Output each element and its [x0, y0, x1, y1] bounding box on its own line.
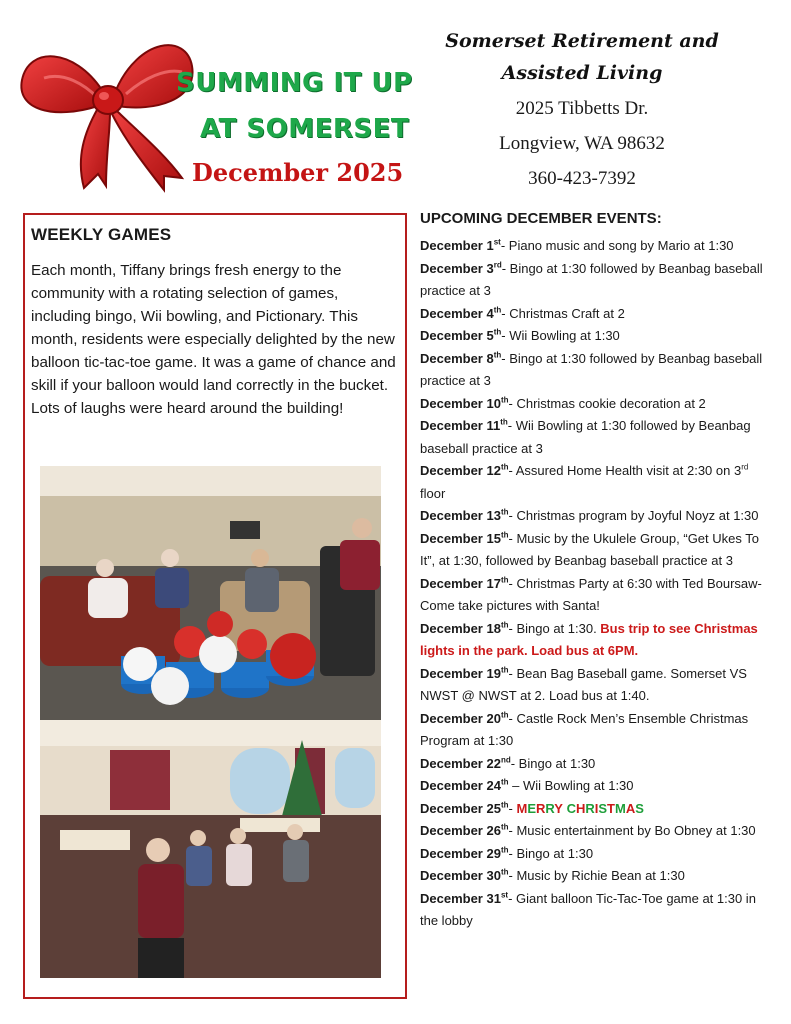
- event-date-suffix: th: [500, 867, 509, 877]
- phone-number: 360-423-7392: [528, 168, 636, 189]
- organization-header: [432, 30, 732, 203]
- event-item: [420, 775, 770, 798]
- event-date-suffix: th: [493, 350, 502, 360]
- event-date-suffix: th: [500, 575, 509, 585]
- event-highlight: Bus trip to see Christmas lights in the park. Load bus at 6PM.: [420, 620, 758, 658]
- event-description: - Christmas cookie decoration at 2: [508, 395, 706, 411]
- upcoming-events-section: [420, 210, 770, 933]
- event-date-suffix: st: [493, 237, 501, 247]
- event-description: - Piano music and song by Mario at 1:30: [500, 238, 734, 253]
- event-date-suffix: th: [500, 800, 509, 810]
- event-date-suffix: th: [500, 665, 509, 675]
- event-date: December 20th: [420, 710, 509, 726]
- event-date: December 11th: [420, 417, 508, 433]
- event-item: [420, 843, 770, 866]
- event-item: [420, 618, 770, 663]
- event-date: December 1st: [420, 237, 501, 253]
- city-state-zip: Longview, WA 98632: [499, 133, 665, 154]
- event-item: [420, 865, 770, 888]
- weekly-games-box: [23, 213, 407, 999]
- event-item: [420, 663, 770, 708]
- organization-name-line1: Somerset Retirement and: [445, 30, 719, 52]
- event-date-suffix: th: [500, 417, 508, 427]
- event-item: [420, 820, 770, 843]
- event-date-suffix: th: [500, 710, 509, 720]
- event-date-suffix: st: [500, 890, 509, 900]
- event-description: - Christmas Party at 6:30 with Ted Boursaw- Come take pictures with Santa!: [420, 575, 762, 613]
- event-date-suffix: th: [500, 507, 509, 517]
- event-date: December 5th: [420, 327, 502, 343]
- event-date: December 26th: [420, 822, 509, 838]
- merry-christmas-greeting: MERRY CHRISTMAS: [516, 800, 644, 816]
- event-item: [420, 573, 770, 618]
- event-item: [420, 325, 770, 348]
- event-description-suffix: rd: [741, 462, 749, 472]
- event-date: December 4th: [420, 305, 502, 321]
- event-date: December 15th: [420, 530, 509, 546]
- event-description-end: floor: [420, 485, 446, 501]
- event-date: December 12th: [420, 462, 509, 478]
- event-description: - Bingo at 1:30: [510, 755, 596, 771]
- event-item: [420, 415, 770, 460]
- event-item: [420, 258, 770, 303]
- event-date: December 25th: [420, 800, 509, 816]
- events-heading: UPCOMING DECEMBER EVENTS:: [420, 210, 662, 227]
- event-item: [420, 235, 770, 258]
- event-item: [420, 708, 770, 753]
- event-date: December 24th: [420, 777, 509, 793]
- event-date: December 13th: [420, 507, 509, 523]
- event-description: – Wii Bowling at 1:30: [508, 778, 634, 793]
- event-item: [420, 528, 770, 573]
- red-bow-icon: [14, 28, 204, 193]
- event-item: [420, 460, 770, 505]
- street-address: 2025 Tibbetts Dr.: [515, 98, 649, 119]
- event-description: - Wii Bowling at 1:30 followed by Beanbag baseball practice at 3: [420, 418, 751, 456]
- event-item: [420, 505, 770, 528]
- event-date: December 18th: [420, 620, 509, 636]
- event-date: December 17th: [420, 575, 509, 591]
- event-date-suffix: rd: [493, 260, 502, 270]
- balloon-game-photo: [40, 466, 381, 720]
- event-date-suffix: th: [500, 530, 509, 540]
- event-item: [420, 753, 770, 776]
- event-date-suffix: th: [500, 777, 509, 787]
- event-description: - Music by the Ukulele Group, “Get Ukes To It”, at 1:30, followed by Beanbag baseball practice at 3: [420, 530, 759, 568]
- event-item: [420, 303, 770, 326]
- event-description: - Music by Richie Bean at 1:30: [508, 868, 685, 883]
- event-description: - Bingo at 1:30: [508, 845, 594, 861]
- event-description: - Music entertainment by Bo Obney at 1:30: [508, 823, 756, 838]
- event-date: December 10th: [420, 395, 509, 411]
- event-item: [420, 348, 770, 393]
- event-date-suffix: th: [500, 395, 509, 405]
- event-item: [420, 888, 770, 933]
- event-description: - Castle Rock Men’s Ensemble Christmas Program at 1:30: [420, 710, 749, 748]
- event-date: December 8th: [420, 350, 502, 366]
- newsletter-title-line1: SUMMING IT UP: [176, 68, 413, 98]
- event-description: - Assured Home Health visit at 2:30 on 3: [508, 463, 742, 478]
- event-description: - Giant balloon Tic-Tac-Toe game at 1:30 in the lobby: [420, 890, 756, 928]
- event-item: [420, 393, 770, 416]
- event-description: - Christmas Craft at 2: [501, 305, 625, 321]
- event-date: December 19th: [420, 665, 509, 681]
- event-date-suffix: th: [500, 822, 509, 832]
- event-date: December 30th: [420, 867, 509, 883]
- event-date-suffix: th: [500, 462, 509, 472]
- event-description: - Christmas program by Joyful Noyz at 1:30: [508, 508, 759, 523]
- event-description: - Bingo at 1:30 followed by Beanbag baseball practice at 3: [420, 350, 763, 388]
- event-date-suffix: th: [500, 845, 509, 855]
- event-date-suffix: th: [493, 305, 502, 315]
- event-description: - Bean Bag Baseball game. Somerset VS NWST @ NWST at 2. Load bus at 1:40.: [420, 665, 747, 703]
- event-date-suffix: th: [493, 327, 502, 337]
- event-date-suffix: nd: [500, 755, 511, 765]
- event-date: December 31st: [420, 890, 509, 906]
- event-description: - Bingo at 1:30 followed by Beanbag baseball practice at 3: [420, 260, 763, 298]
- event-description: -: [508, 800, 517, 816]
- newsletter-title-line2: AT SOMERSET: [200, 114, 410, 144]
- event-date-suffix: th: [500, 620, 509, 630]
- weekly-games-heading: WEEKLY GAMES: [31, 225, 172, 244]
- event-date: December 22nd: [420, 755, 511, 771]
- issue-date: December 2025: [192, 158, 404, 187]
- event-date: December 29th: [420, 845, 509, 861]
- events-list: [420, 235, 770, 933]
- event-description: - Bingo at 1:30.: [508, 620, 601, 636]
- weekly-games-body: Each month, Tiffany brings fresh energy to the community with a rotating selection of games, including bingo, Wii bowling, and Pictionary. This month, residents were especially delighted by the new balloon tic-tac-toe game. It was a game of chance and skill if your balloon would land correctly in the bucket. Lots of laughs were heard around the building!: [31, 262, 396, 417]
- event-date: December 3rd: [420, 260, 502, 276]
- organization-name-line2: Assisted Living: [501, 62, 663, 84]
- activity-room-photo: [40, 720, 381, 978]
- event-item: [420, 798, 770, 821]
- event-description: - Wii Bowling at 1:30: [501, 328, 620, 343]
